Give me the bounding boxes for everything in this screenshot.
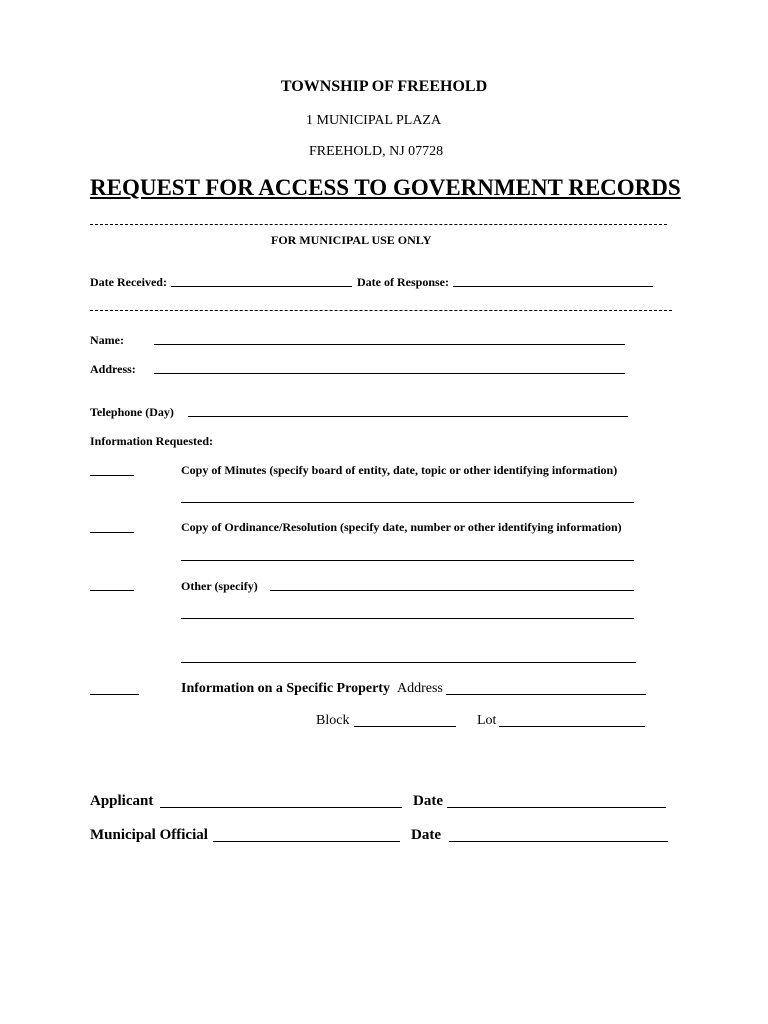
municipal-official-label: Municipal Official: [90, 827, 208, 843]
name-label: Name:: [90, 333, 124, 347]
date-of-response-field[interactable]: [453, 286, 653, 287]
other-option-label: Other (specify): [181, 579, 258, 593]
property-address-field[interactable]: [446, 694, 646, 695]
address-field[interactable]: [154, 373, 625, 374]
telephone-field[interactable]: [188, 416, 628, 417]
municipal-use-heading: FOR MUNICIPAL USE ONLY: [271, 233, 432, 247]
ordinance-checkbox-line[interactable]: [90, 532, 134, 533]
form-title: REQUEST FOR ACCESS TO GOVERNMENT RECORDS: [90, 175, 681, 200]
applicant-signature-field[interactable]: [160, 807, 402, 808]
dashed-divider-bottom: [90, 310, 672, 311]
minutes-detail-field[interactable]: [181, 502, 634, 503]
ordinance-detail-field[interactable]: [181, 560, 634, 561]
applicant-date-label: Date: [413, 793, 443, 809]
city-state-zip: FREEHOLD, NJ 07728: [309, 144, 444, 159]
date-received-label: Date Received:: [90, 275, 167, 289]
block-field[interactable]: [354, 726, 456, 727]
other-specify-field[interactable]: [270, 590, 634, 591]
name-field[interactable]: [154, 344, 625, 345]
street-address: 1 MUNICIPAL PLAZA: [306, 113, 442, 128]
date-of-response-label: Date of Response:: [357, 275, 449, 289]
address-label: Address:: [90, 362, 136, 376]
township-name: TOWNSHIP OF FREEHOLD: [280, 78, 488, 95]
property-checkbox-line[interactable]: [90, 694, 139, 695]
property-option-label: Information on a Specific Property: [181, 681, 390, 696]
municipal-official-signature-field[interactable]: [213, 841, 400, 842]
dashed-divider-top: [90, 224, 667, 225]
other-detail-field-2[interactable]: [181, 662, 636, 663]
ordinance-option-label: Copy of Ordinance/Resolution (specify date, number or other identifying information): [181, 520, 622, 534]
other-detail-field-1[interactable]: [181, 618, 634, 619]
official-date-field[interactable]: [449, 841, 668, 842]
minutes-checkbox-line[interactable]: [90, 475, 134, 476]
information-requested-label: Information Requested:: [90, 434, 213, 448]
lot-field[interactable]: [499, 726, 645, 727]
telephone-label: Telephone (Day): [90, 405, 174, 419]
minutes-option-label: Copy of Minutes (specify board of entity, date, topic or other identifying information): [181, 463, 618, 477]
official-date-label: Date: [411, 827, 441, 843]
date-received-field[interactable]: [171, 286, 352, 287]
property-address-label: Address: [397, 681, 443, 696]
applicant-date-field[interactable]: [447, 807, 666, 808]
applicant-label: Applicant: [90, 793, 154, 809]
block-label: Block: [316, 713, 350, 728]
other-checkbox-line[interactable]: [90, 590, 134, 591]
lot-label: Lot: [477, 713, 497, 728]
